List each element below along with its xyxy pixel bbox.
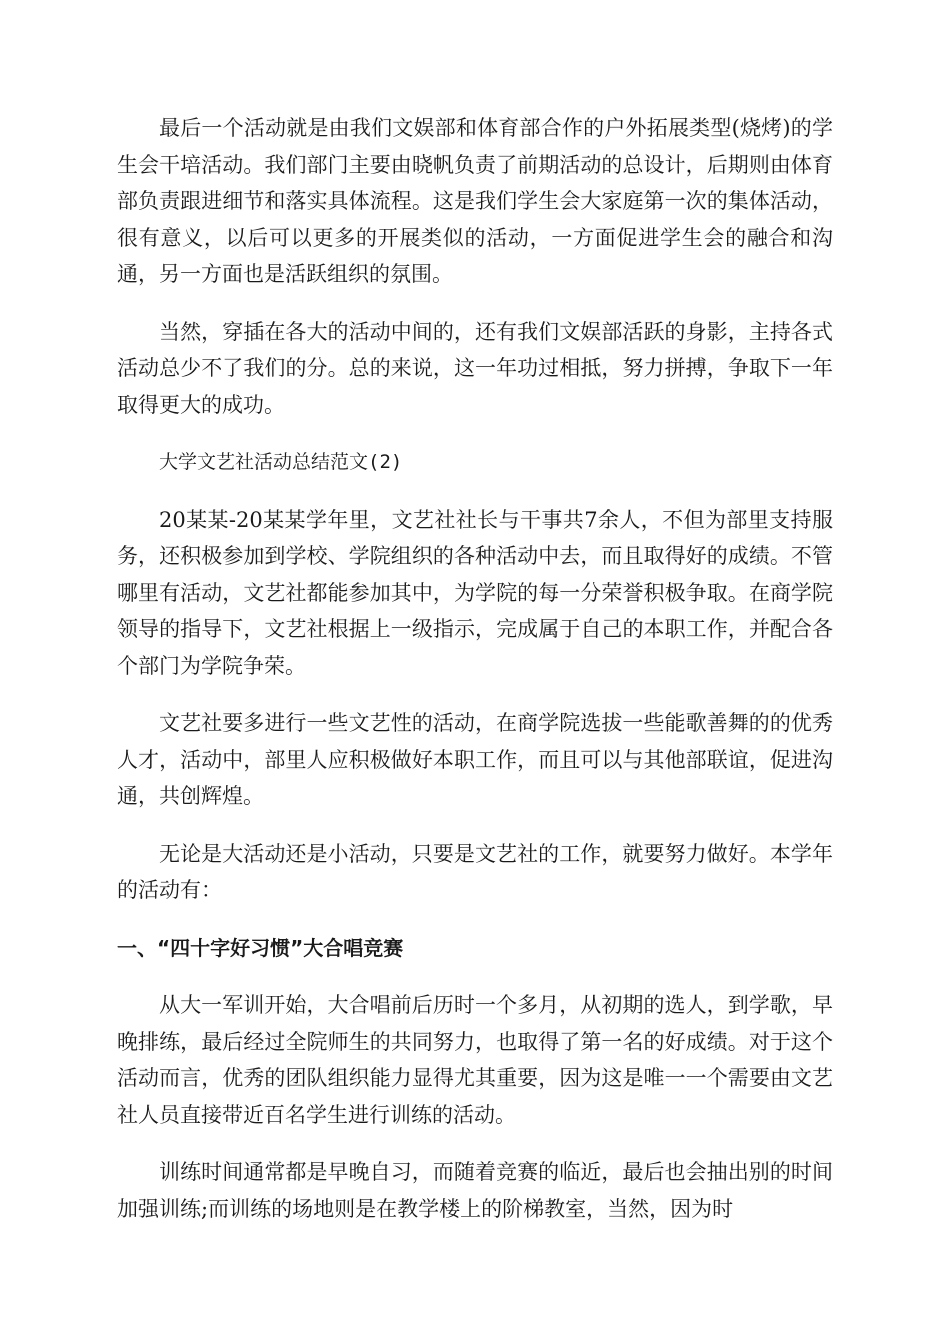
paragraph-club-goals: 文艺社要多进行一些文艺性的活动，在商学院选拔一些能歌善舞的的优秀人才，活动中，部里人应积极做好本职工作，而且可以与其他部联谊，促进沟通，共创辉煌。: [117, 711, 833, 808]
paragraph-activities-intro: 无论是大活动还是小活动，只要是文艺社的工作，就要努力做好。本学年的活动有：: [117, 841, 833, 902]
paragraph-training-time: 训练时间通常都是早晚自习，而随着竞赛的临近，最后也会抽出别的时间加强训练;而训练的场地则是在教学楼上的阶梯教室，当然，因为时: [117, 1160, 833, 1221]
paragraph-bbq-activity: 最后一个活动就是由我们文娱部和体育部合作的户外拓展类型(烧烤)的学生会干培活动。我们部门主要由晓帆负责了前期活动的总设计，后期则由体育部负责跟进细节和落实具体流程。这是我们学生会大家庭第一次的集体活动，很有意义，以后可以更多的开展类似的活动，一方面促进学生会的融合和沟通，另一方面也是活跃组织的氛围。: [117, 116, 833, 286]
section-subtitle: 大学文艺社活动总结范文(2): [159, 451, 403, 473]
paragraph-year-summary: 当然，穿插在各大的活动中间的，还有我们文娱部活跃的身影，主持各式活动总少不了我们的分。总的来说，这一年功过相抵，努力拼搏，争取下一年取得更大的成功。: [117, 319, 833, 417]
paragraph-club-overview: 20某某-20某某学年里，文艺社社长与干事共7余人，不但为部里支持服务，还积极参加到学校、学院组织的各种活动中去，而且取得好的成绩。不管哪里有活动，文艺社都能参加其中，为学院的每一分荣誉积极争取。在商学院领导的指导下，文艺社根据上一级指示，完成属于自己的本职工作，并配合各个部门为学院争荣。: [117, 507, 833, 678]
paragraph-chorus-history: 从大一军训开始，大合唱前后历时一个多月，从初期的选人，到学歌，早晚排练，最后经过全院师生的共同努力，也取得了第一名的好成绩。对于这个活动而言，优秀的团队组织能力显得尤其重要，因为这是唯一一个需要由文艺社人员直接带近百名学生进行训练的活动。: [117, 993, 833, 1127]
section-heading-chorus: 一、“四十字好习惯”大合唱竞赛: [117, 935, 404, 960]
document-body: [117, 110, 833, 1248]
